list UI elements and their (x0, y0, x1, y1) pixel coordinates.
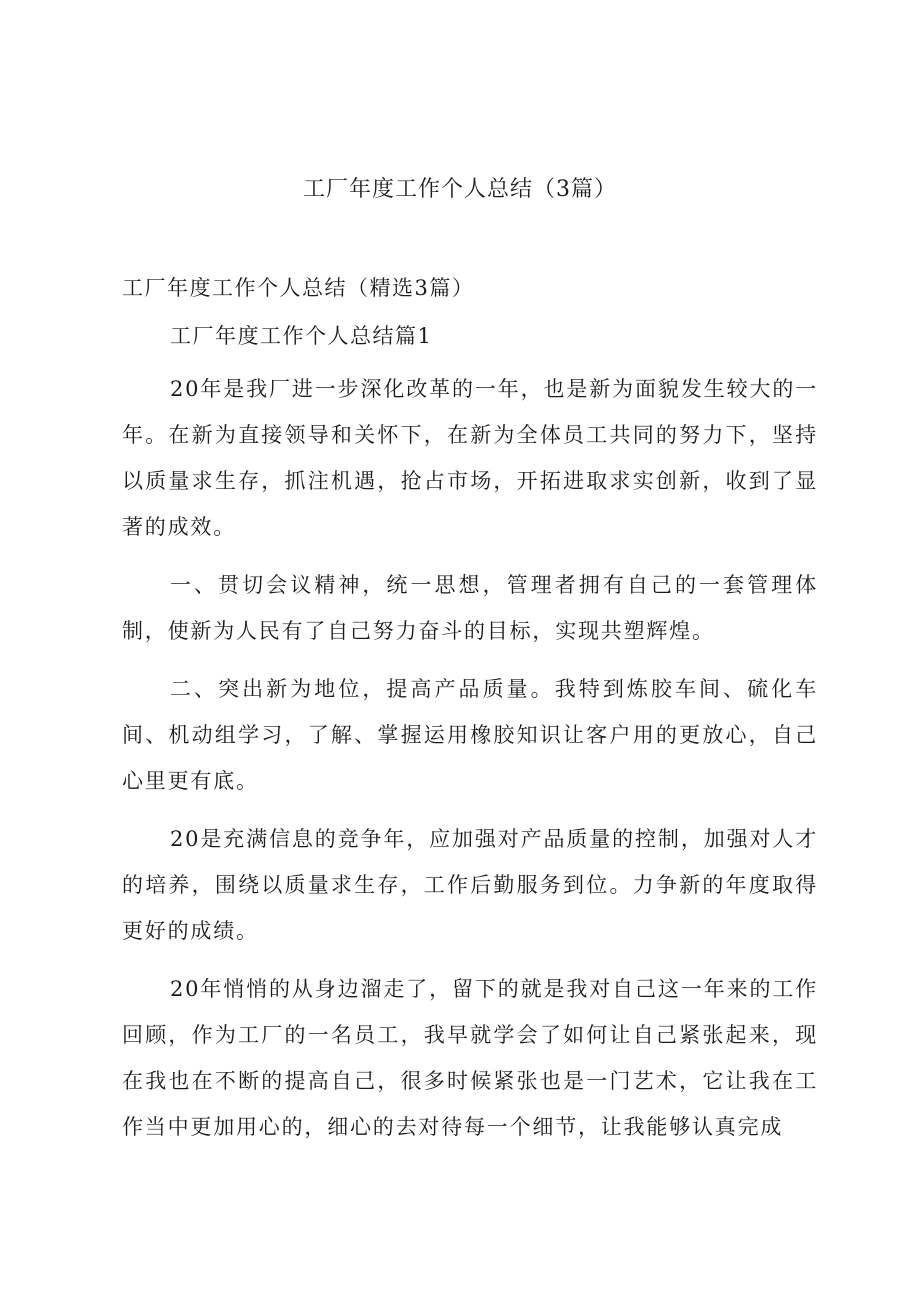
document-title: 工厂年度工作个人总结（3篇） (303, 177, 617, 202)
body-paragraph: 二、突出新为地位，提高产品质量。我特到炼胶车间、硫化车间、机动组学习，了解、掌握运用橡胶知识让客户用的更放心，自己心里更有底。 (122, 677, 818, 793)
body-paragraph: 20年悄悄的从身边溜走了，留下的就是我对自己这一年来的工作回顾，作为工厂的一名员工，我早就学会了如何让自己紧张起来，现在我也在不断的提高自己，很多时候紧张也是一门艺术，它让我在工作当中更加用心的，细心的去对待每一个细节，让我能够认真完成 (122, 977, 818, 1139)
document-subtitle: 工厂年度工作个人总结（精选3篇） (122, 276, 475, 300)
body-paragraph: 一、贯切会议精神，统一思想，管理者拥有自己的一套管理体制，使新为人民有了自己努力奋斗的目标，实现共塑辉煌。 (122, 573, 818, 643)
body-paragraph: 20年是我厂进一步深化改革的一年，也是新为面貌发生较大的一年。在新为直接领导和关怀下，在新为全体员工共同的努力下，坚持以质量求生存，抓注机遇，抢占市场，开拓进取求实创新，收到了显著的成效。 (122, 377, 818, 539)
chapter-heading: 工厂年度工作个人总结篇1 (170, 324, 433, 348)
document-body (122, 366, 818, 1162)
body-paragraph: 20是充满信息的竞争年，应加强对产品质量的控制，加强对人才的培养，围绕以质量求生存，工作后勤服务到位。力争新的年度取得更好的成绩。 (122, 827, 818, 943)
